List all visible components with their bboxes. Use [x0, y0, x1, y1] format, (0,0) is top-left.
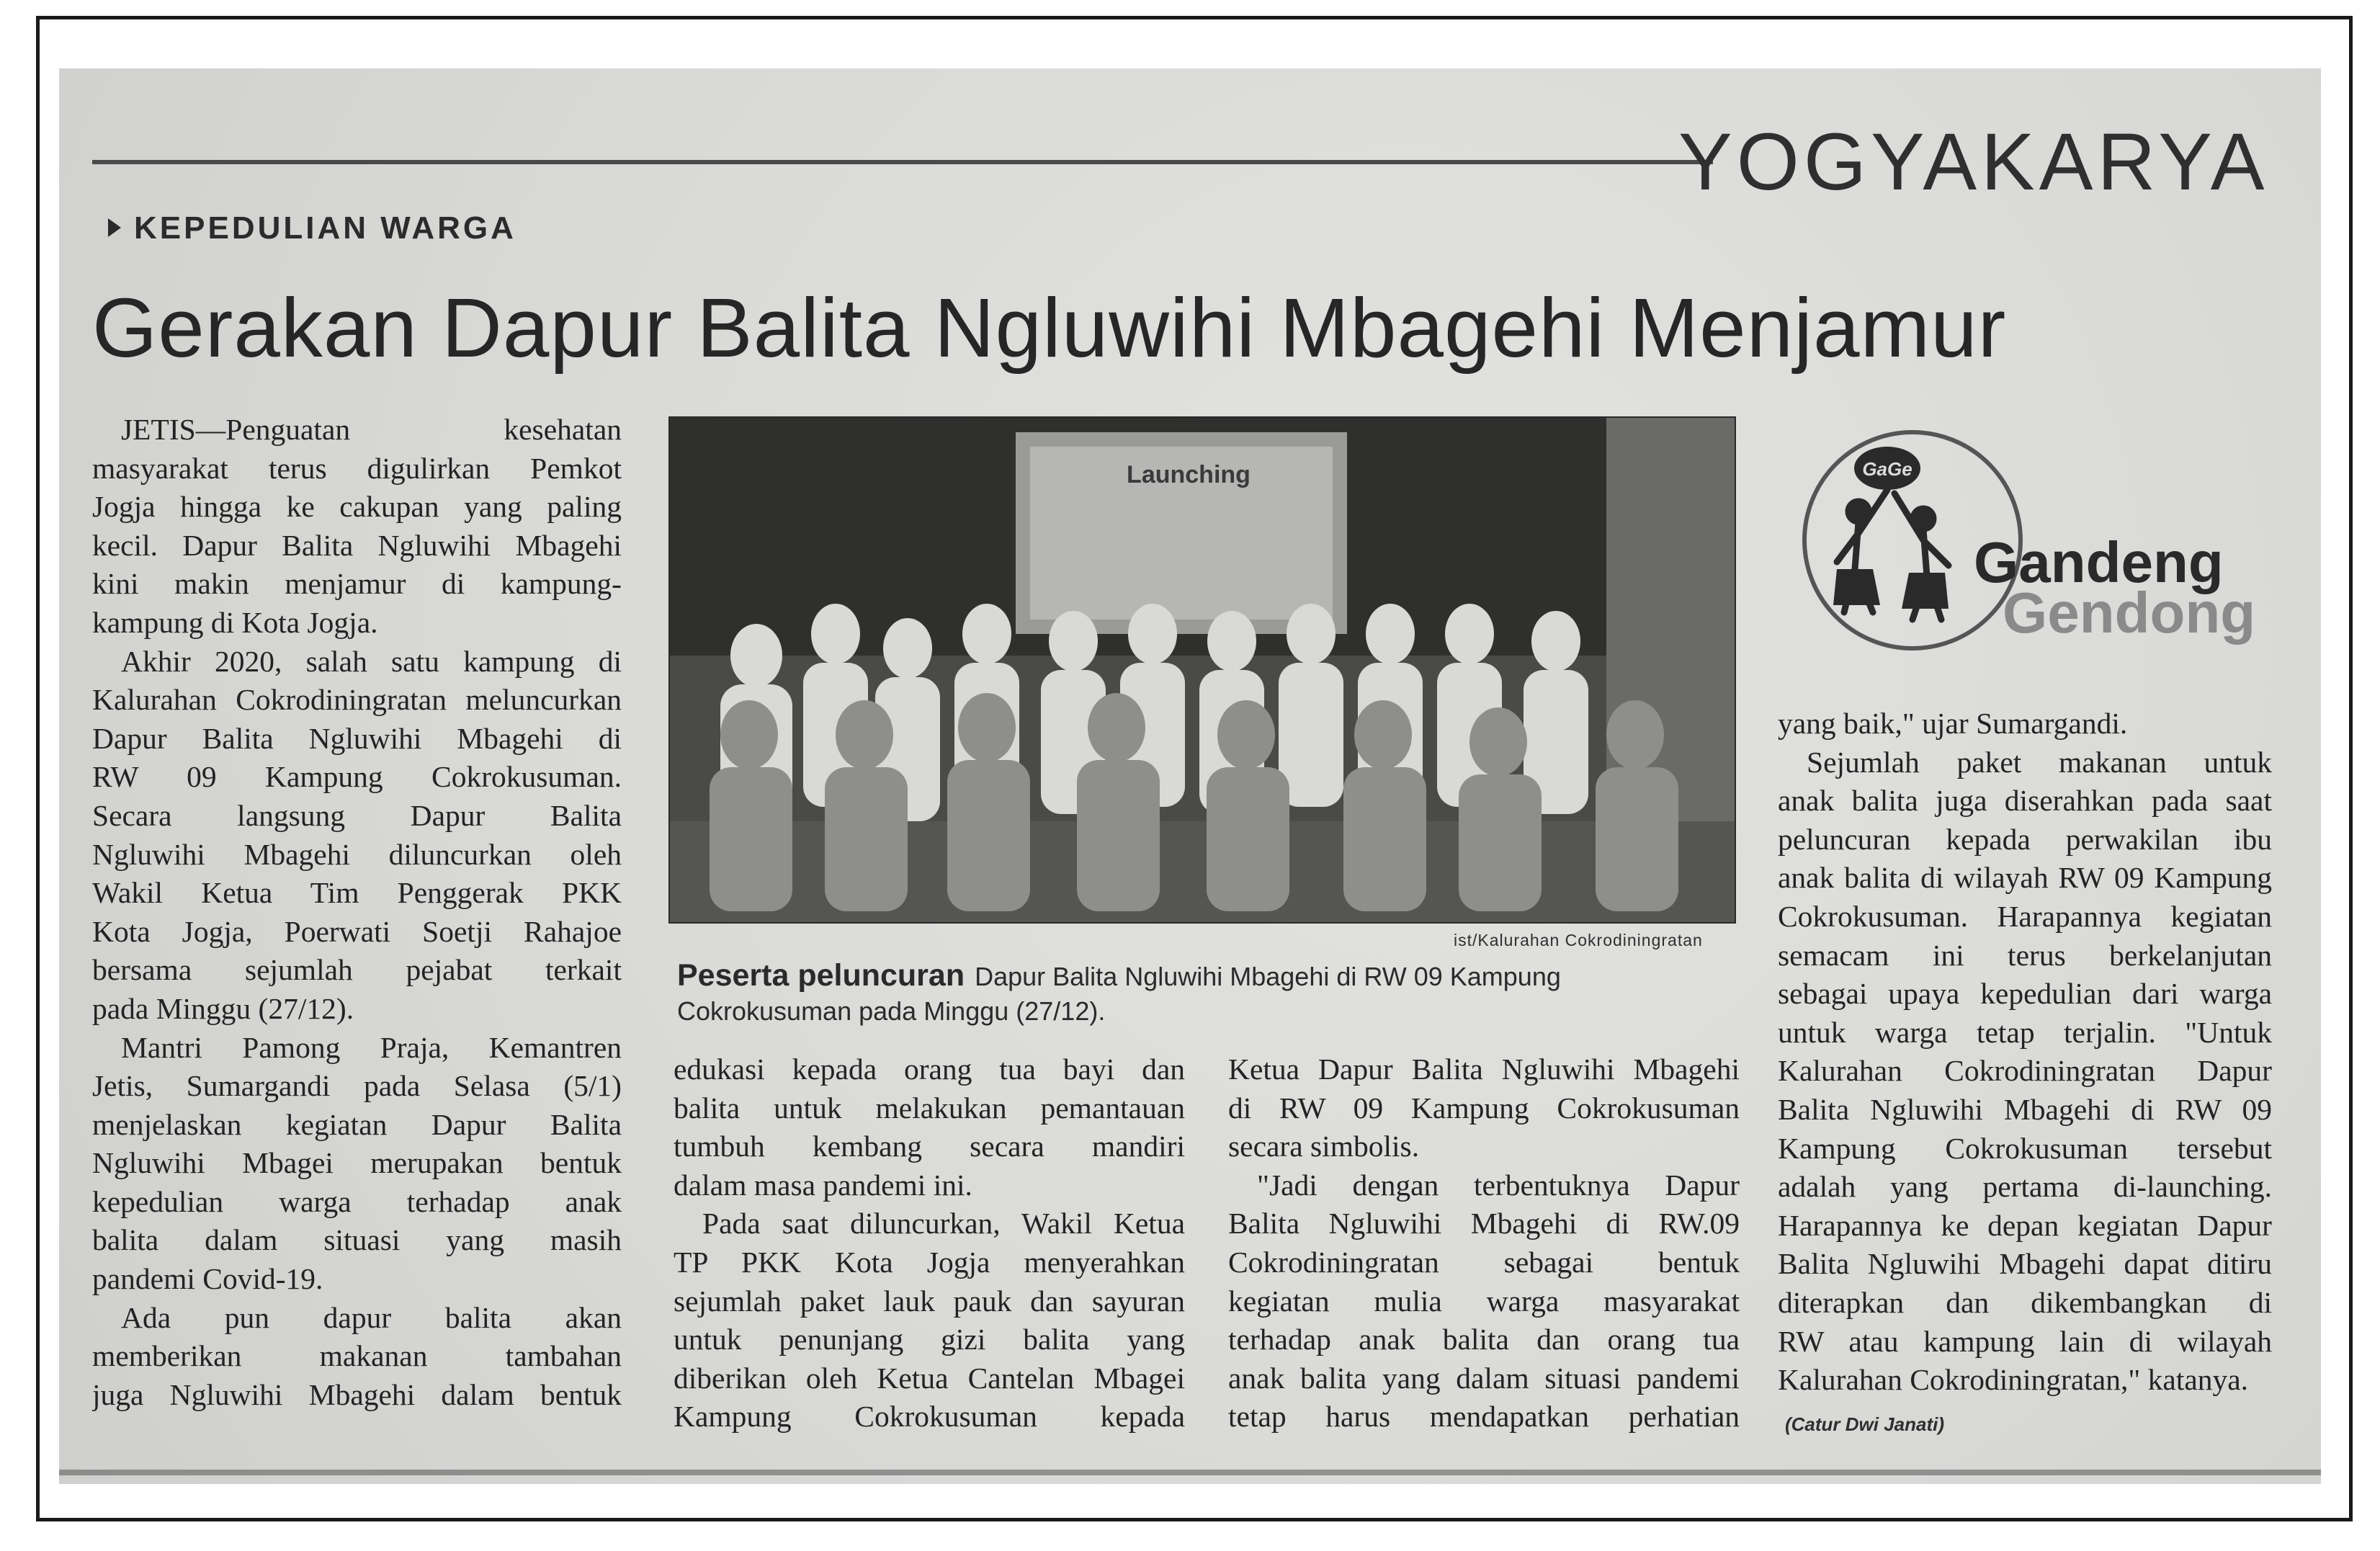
article-line: yang baik," ujar Sumargandi. — [1778, 707, 2128, 740]
article-line: kepedulian warga terhadap anak — [92, 1184, 622, 1218]
rubric-text: KEPEDULIAN WARGA — [134, 210, 516, 246]
article-line: bersama sejumlah pejabat terkait — [92, 953, 622, 987]
photo-credit: ist/Kalurahan Cokrodiningratan — [1454, 931, 1703, 949]
article-column-2 — [674, 1050, 1185, 1436]
article-line: sebagai upaya kepedulian dari warga — [1778, 977, 2272, 1011]
photo-caption — [677, 958, 1736, 1029]
article-line: Pada saat diluncurkan, Wakil Ketua — [702, 1207, 1185, 1241]
article-line: Cokrokusuman. Harapannya kegiatan — [1778, 899, 2272, 933]
pot-label: GaGe — [1862, 458, 1912, 480]
article-line: balita untuk melakukan pemantauan — [674, 1091, 1185, 1125]
article-line: pada Minggu (27/12). — [92, 991, 354, 1025]
article-line: peluncuran kepada perwakilan ibu — [1778, 822, 2272, 856]
article-line: RW atau kampung lain di wilayah — [1778, 1324, 2272, 1358]
article-line: Kampung Cokrokusuman kepada — [674, 1400, 1185, 1434]
caption-head: Peserta peluncuran — [677, 958, 965, 993]
page-bottom-edge — [59, 1470, 2321, 1475]
logo-word-gendong: Gendong — [2003, 581, 2256, 645]
article-line: Jetis, Sumargandi pada Selasa (5/1) — [92, 1069, 622, 1103]
group-photo-illustration — [670, 418, 1735, 922]
article-line: tetap harus mendapatkan perhatian — [1228, 1400, 1740, 1434]
article-line: Dapur Balita Ngluwihi Mbagehi di — [92, 721, 622, 755]
article-line: JETIS—Penguatan kesehatan — [121, 413, 622, 446]
article-line: kampung di Kota Jogja. — [92, 605, 378, 639]
article-line: anak balita di wilayah RW 09 Kampung — [1778, 861, 2272, 895]
article-line: Balita Ngluwihi Mbagehi dapat ditiru — [1778, 1247, 2272, 1281]
article-line: RW 09 Kampung Cokrokusuman. — [92, 760, 622, 794]
article-line: Cokrodiningratan sebagai bentuk — [1228, 1245, 1740, 1279]
bleed-through-text — [765, 90, 1557, 122]
article-line: untuk penunjang gizi balita yang — [674, 1323, 1185, 1356]
triangle-right-icon — [108, 218, 121, 237]
logo-word-gandeng: Gandeng — [1974, 530, 2224, 594]
article-line: adalah yang pertama di-launching. — [1778, 1170, 2272, 1204]
article-line: sejumlah paket lauk pauk dan sayuran — [674, 1284, 1185, 1318]
article-column-3 — [1228, 1050, 1740, 1436]
article-line: Balita Ngluwihi Mbagehi di RW 09 — [1778, 1092, 2272, 1126]
article-line: memberikan makanan tambahan — [92, 1339, 622, 1373]
launch-photo — [668, 416, 1736, 924]
header-rule — [92, 160, 1713, 164]
article-line: menjelaskan kegiatan Dapur Balita — [92, 1107, 622, 1141]
article-line: diberikan oleh Ketua Cantelan Mbagei — [674, 1361, 1185, 1395]
article-line: tumbuh kembang secara mandiri — [674, 1130, 1185, 1163]
gandeng-gendong-logo — [1794, 425, 2269, 663]
article-line: Mantri Pamong Praja, Kemantren — [121, 1030, 622, 1064]
article-line: semacam ini terus berkelanjutan — [1778, 938, 2272, 972]
article-line: Akhir 2020, salah satu kampung di — [121, 644, 622, 678]
article-line: dalam masa pandemi ini. — [674, 1168, 972, 1202]
article-line: balita dalam situasi yang masih — [92, 1223, 622, 1257]
article-line: edukasi kepada orang tua bayi dan — [674, 1052, 1185, 1086]
article-line: kini makin menjamur di kampung- — [92, 567, 622, 601]
article-line: TP PKK Kota Jogja menyerahkan — [674, 1245, 1185, 1279]
rubric-label — [108, 210, 516, 246]
article-line: anak balita juga diserahkan pada saat — [1778, 784, 2272, 818]
article-line: Secara langsung Dapur Balita — [92, 798, 622, 832]
article-line: Kalurahan Cokrodiningratan meluncurkan — [92, 683, 622, 717]
section-brand-text: YOGYAKARYA — [1678, 117, 2269, 207]
article-line: anak balita yang dalam situasi pandemi — [1228, 1361, 1740, 1395]
article-line: Sejumlah paket makanan untuk — [1807, 745, 2272, 779]
article-line: Jogja hingga ke cakupan yang paling — [92, 490, 622, 524]
article-line: Harapannya ke depan kegiatan Dapur — [1778, 1208, 2272, 1242]
article-line: terhadap anak balita dan orang tua — [1228, 1323, 1740, 1356]
article-line: Kampung Cokrokusuman tersebut — [1778, 1131, 2272, 1165]
byline: (Catur Dwi Janati) — [1785, 1413, 1945, 1435]
article-line: Balita Ngluwihi Mbagehi di RW.09 — [1228, 1207, 1740, 1241]
article-line: secara simbolis. — [1228, 1130, 1420, 1163]
article-line: Ketua Dapur Balita Ngluwihi Mbagehi — [1228, 1052, 1740, 1086]
article-line: masyarakat terus digulirkan Pemkot — [92, 451, 622, 485]
article-line: untuk warga tetap terjalin. "Untuk — [1778, 1015, 2272, 1049]
article-line: kegiatan mulia warga masyarakat — [1228, 1284, 1740, 1318]
article-line: Ngluwihi Mbagehi diluncurkan oleh — [92, 837, 622, 871]
article-line: Ada pun dapur balita akan — [121, 1300, 622, 1334]
headline: Gerakan Dapur Balita Ngluwihi Mbagehi Menjamur — [92, 281, 2007, 375]
article-line: Wakil Ketua Tim Penggerak PKK — [92, 876, 622, 910]
article-line: Kalurahan Cokrodiningratan Dapur — [1778, 1054, 2272, 1088]
section-brand — [1678, 115, 2268, 208]
article-line: Kota Jogja, Poerwati Soetji Rahajoe — [92, 914, 622, 948]
article-line: diterapkan dan dikembangkan di — [1778, 1285, 2272, 1319]
article-line: di RW 09 Kampung Cokrokusuman — [1228, 1091, 1740, 1125]
caption-text: Dapur Balita Ngluwihi Mbagehi di RW 09 Kampung Cokrokusuman pada Minggu (27/12). — [677, 962, 1561, 1026]
article-line: Kalurahan Cokrodiningratan," katanya. — [1778, 1363, 2249, 1397]
article-line: pandemi Covid-19. — [92, 1262, 323, 1296]
banner-text: Launching — [1127, 461, 1251, 488]
article-line: kecil. Dapur Balita Ngluwihi Mbagehi — [92, 528, 622, 562]
article-line: juga Ngluwihi Mbagehi dalam bentuk — [92, 1377, 622, 1411]
article-line: "Jadi dengan terbentuknya Dapur — [1257, 1168, 1740, 1202]
article-column-4 — [1778, 705, 2272, 1400]
article-column-1 — [92, 411, 622, 1414]
article-line: Ngluwihi Mbagei merupakan bentuk — [92, 1146, 622, 1180]
